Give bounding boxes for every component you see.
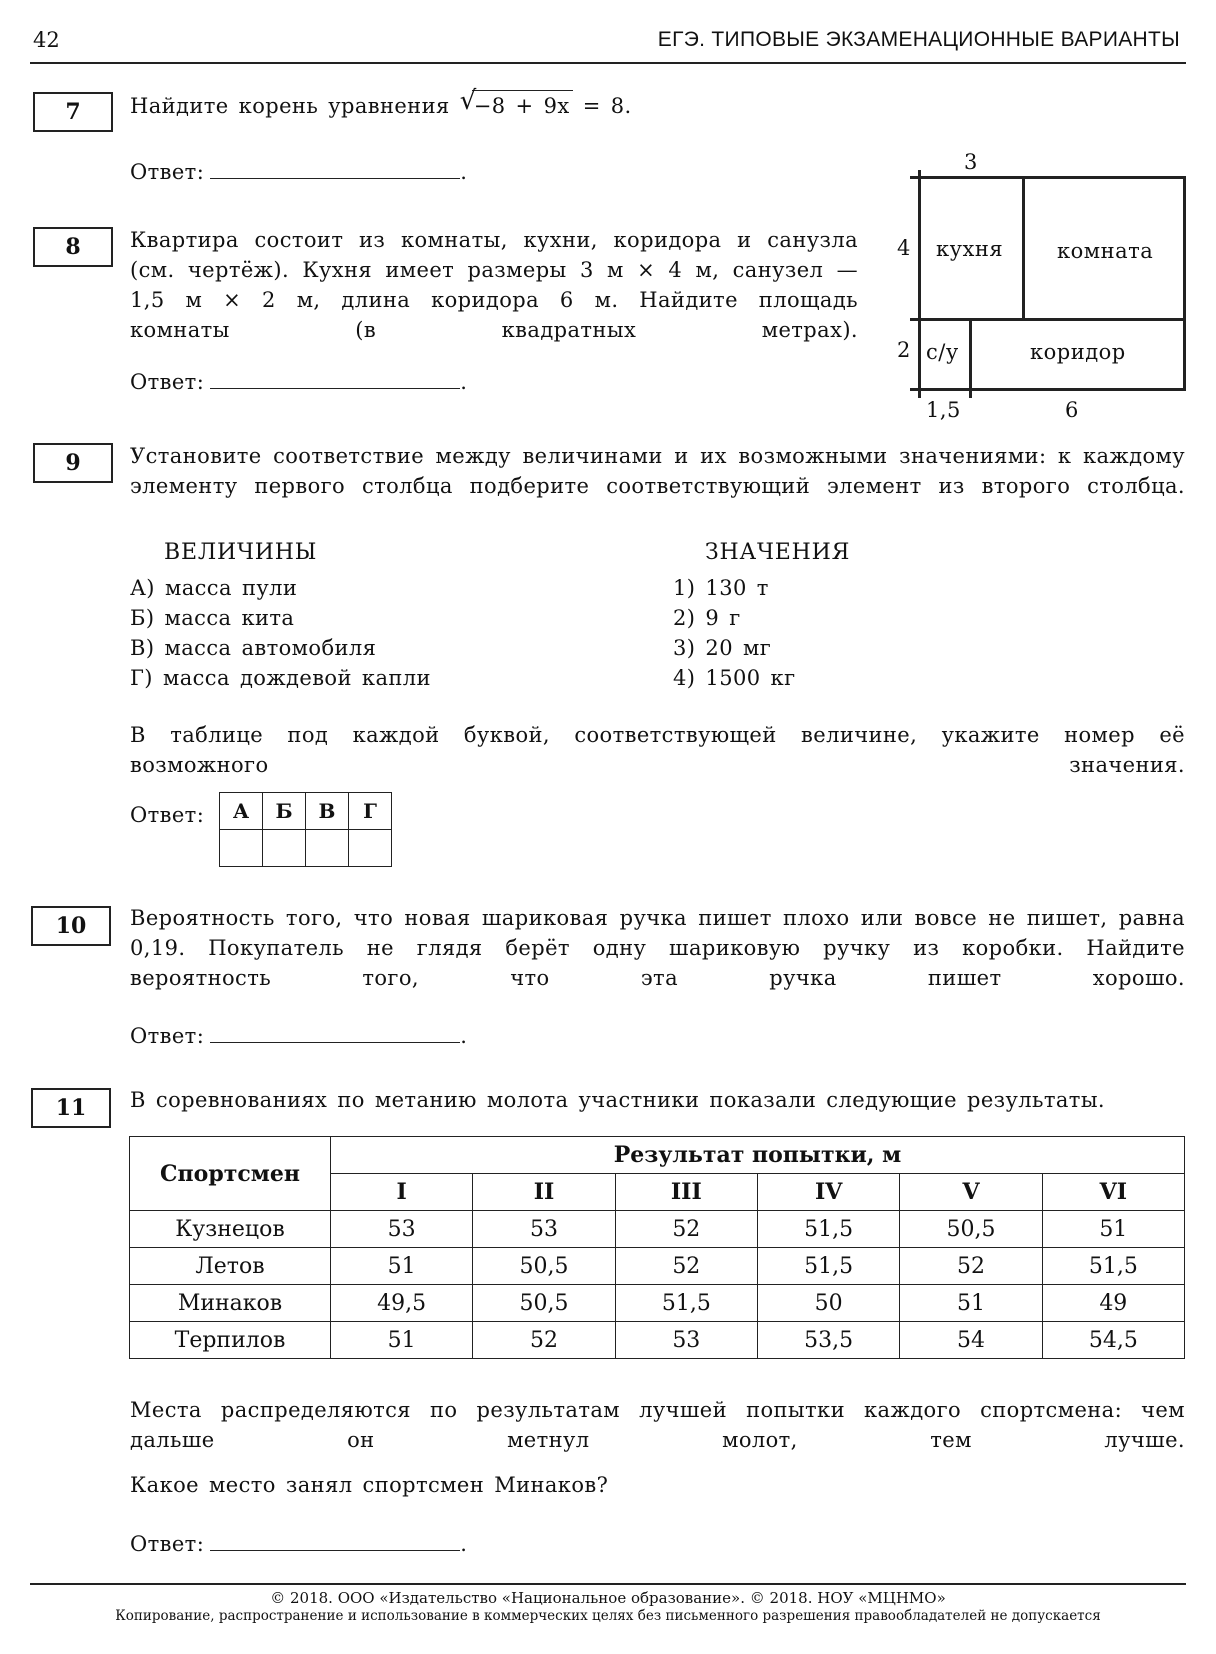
attempt-header: VI	[1042, 1174, 1184, 1211]
letter-header-b: Б	[263, 793, 306, 830]
task-9-text: Установите соответствие между величинами и их возможными значениями: к каждому элементу первого столбца подберите соответствующий элемент из второго столбца.	[130, 444, 1185, 498]
task-11-question: Какое место занял спортсмен Минаков?	[130, 1473, 609, 1497]
plan-middle-wall	[910, 318, 1185, 321]
quantity-item: Б) масса кита	[130, 606, 295, 630]
result-cell: 50,5	[900, 1211, 1042, 1248]
task-11-answer: Ответ: .	[130, 1526, 467, 1559]
result-cell: 51	[900, 1285, 1042, 1322]
header-divider	[30, 62, 1186, 64]
result-cell: 49	[1042, 1285, 1184, 1322]
athlete-name: Терпилов	[130, 1322, 331, 1359]
result-cell: 53	[615, 1322, 757, 1359]
answer-field[interactable]	[210, 154, 460, 179]
task-7-equals: = 8.	[582, 94, 632, 118]
attempt-header: II	[473, 1174, 615, 1211]
task-7-number: 7	[33, 92, 113, 132]
plan-top-wall	[910, 176, 1185, 179]
answer-label: Ответ:	[130, 803, 205, 827]
page-number: 42	[33, 28, 60, 52]
answer-letter-table	[219, 792, 392, 867]
task-8-text: Квартира состоит из комнаты, кухни, коридора и санузла (см. чертёж). Кухня имеет размеры 3 м × 4 м, санузел — 1,5 м × 2 м, длина коридора 6 м. Найдите площадь комнаты (в квадратных метрах).	[130, 228, 858, 342]
answer-label: Ответ:	[130, 1532, 205, 1556]
answer-field[interactable]	[210, 1018, 460, 1043]
value-item: 1) 130 т	[673, 576, 769, 600]
result-cell: 51,5	[615, 1285, 757, 1322]
plan-kitchen-wall	[1022, 176, 1025, 320]
plan-dim-top: 3	[964, 150, 978, 174]
result-cell: 52	[615, 1211, 757, 1248]
letter-header-g: Г	[349, 793, 392, 830]
plan-dim-bottom-left: 1,5	[926, 398, 961, 422]
task-9-number: 9	[33, 443, 113, 483]
attempt-header: III	[615, 1174, 757, 1211]
quantity-item: А) масса пули	[130, 576, 298, 600]
table-row	[130, 1285, 1185, 1322]
answer-field[interactable]	[210, 364, 460, 389]
table-row	[130, 1211, 1185, 1248]
result-cell: 51,5	[757, 1211, 899, 1248]
answer-cell[interactable]	[220, 830, 263, 867]
plan-left-wall	[918, 170, 921, 398]
task-7-text: Найдите корень уравнения	[130, 94, 450, 118]
task-11-text: В соревнованиях по метанию молота участники показали следующие результаты.	[130, 1088, 1106, 1112]
answer-cell[interactable]	[263, 830, 306, 867]
letter-header-a: А	[220, 793, 263, 830]
plan-dim-left-bottom: 2	[897, 338, 911, 362]
values-header: ЗНАЧЕНИЯ	[705, 540, 851, 565]
attempt-header: IV	[757, 1174, 899, 1211]
task-11-rule: Места распределяются по результатам лучшей попытки каждого спортсмена: чем дальше он метнул молот, тем лучше.	[130, 1398, 1185, 1452]
result-cell: 53	[331, 1211, 473, 1248]
result-cell: 53,5	[757, 1322, 899, 1359]
square-root: √ −8 + 9x	[460, 90, 573, 121]
plan-dim-left-top: 4	[897, 236, 911, 260]
result-cell: 54,5	[1042, 1322, 1184, 1359]
result-cell: 51,5	[1042, 1248, 1184, 1285]
task-10-number: 10	[31, 906, 111, 946]
task-10-text: Вероятность того, что новая шариковая ручка пишет плохо или вовсе не пишет, равна 0,19. Покупатель не глядя берёт одну шариковую ручку из коробки. Найдите вероятность того, что эта ручка пишет хорошо.	[130, 906, 1185, 990]
attempt-header: V	[900, 1174, 1042, 1211]
letter-header-v: В	[306, 793, 349, 830]
answer-label: Ответ:	[130, 370, 205, 394]
plan-right-wall	[1183, 176, 1186, 391]
quantities-header: ВЕЛИЧИНЫ	[164, 540, 318, 565]
footer-notice: Копирование, распространение и использование в коммерческих целях без письменного разрешения правообладателей не допускается	[115, 1608, 1101, 1624]
athlete-name: Кузнецов	[130, 1211, 331, 1248]
plan-kitchen-label: кухня	[936, 237, 1004, 261]
result-cell: 51,5	[757, 1248, 899, 1285]
task-10-answer: Ответ: .	[130, 1018, 467, 1051]
answer-label: Ответ:	[130, 160, 205, 184]
plan-bottom-wall	[910, 388, 1185, 391]
plan-bathroom-wall	[969, 318, 972, 398]
task-8-answer: Ответ: .	[130, 364, 467, 397]
table-row	[130, 1248, 1185, 1285]
result-cell: 54	[900, 1322, 1042, 1359]
task-11-number: 11	[31, 1088, 111, 1128]
athlete-name: Летов	[130, 1248, 331, 1285]
task-7-answer: Ответ: .	[130, 154, 467, 187]
task-8-number: 8	[33, 227, 113, 267]
table-row	[130, 1322, 1185, 1359]
attempt-header: I	[331, 1174, 473, 1211]
value-item: 4) 1500 кг	[673, 666, 796, 690]
result-cell: 51	[331, 1322, 473, 1359]
plan-corridor-label: коридор	[1030, 340, 1126, 364]
footer-copyright: © 2018. ООО «Издательство «Национальное образование». © 2018. НОУ «МЦНМО»	[270, 1589, 946, 1607]
task-7-question	[130, 86, 632, 121]
value-item: 3) 20 мг	[673, 636, 772, 660]
result-cell: 52	[615, 1248, 757, 1285]
result-cell: 52	[900, 1248, 1042, 1285]
result-cell: 50,5	[473, 1248, 615, 1285]
result-cell: 49,5	[331, 1285, 473, 1322]
result-cell: 50	[757, 1285, 899, 1322]
answer-field[interactable]	[210, 1526, 460, 1551]
result-cell: 52	[473, 1322, 615, 1359]
plan-bathroom-label: с/у	[926, 340, 959, 364]
task-7-radicand: −8 + 9x	[472, 90, 573, 121]
athlete-name: Минаков	[130, 1285, 331, 1322]
result-cell: 51	[1042, 1211, 1184, 1248]
results-table	[129, 1136, 1185, 1359]
footer-divider	[30, 1583, 1186, 1585]
answer-label: Ответ:	[130, 1024, 205, 1048]
result-header: Результат попытки, м	[331, 1137, 1185, 1174]
plan-room-label: комната	[1057, 239, 1154, 263]
value-item: 2) 9 г	[673, 606, 741, 630]
task-9-instruction: В таблице под каждой буквой, соответствующей величине, укажите номер её возможного значения.	[130, 723, 1185, 777]
running-title: ЕГЭ. ТИПОВЫЕ ЭКЗАМЕНАЦИОННЫЕ ВАРИАНТЫ	[657, 28, 1180, 51]
plan-dim-bottom-right: 6	[1065, 398, 1079, 422]
answer-cell[interactable]	[306, 830, 349, 867]
quantity-item: Г) масса дождевой капли	[130, 666, 431, 690]
athlete-column-header: Спортсмен	[130, 1137, 331, 1211]
result-cell: 53	[473, 1211, 615, 1248]
answer-cell[interactable]	[349, 830, 392, 867]
result-cell: 50,5	[473, 1285, 615, 1322]
result-cell: 51	[331, 1248, 473, 1285]
quantity-item: В) масса автомобиля	[130, 636, 377, 660]
